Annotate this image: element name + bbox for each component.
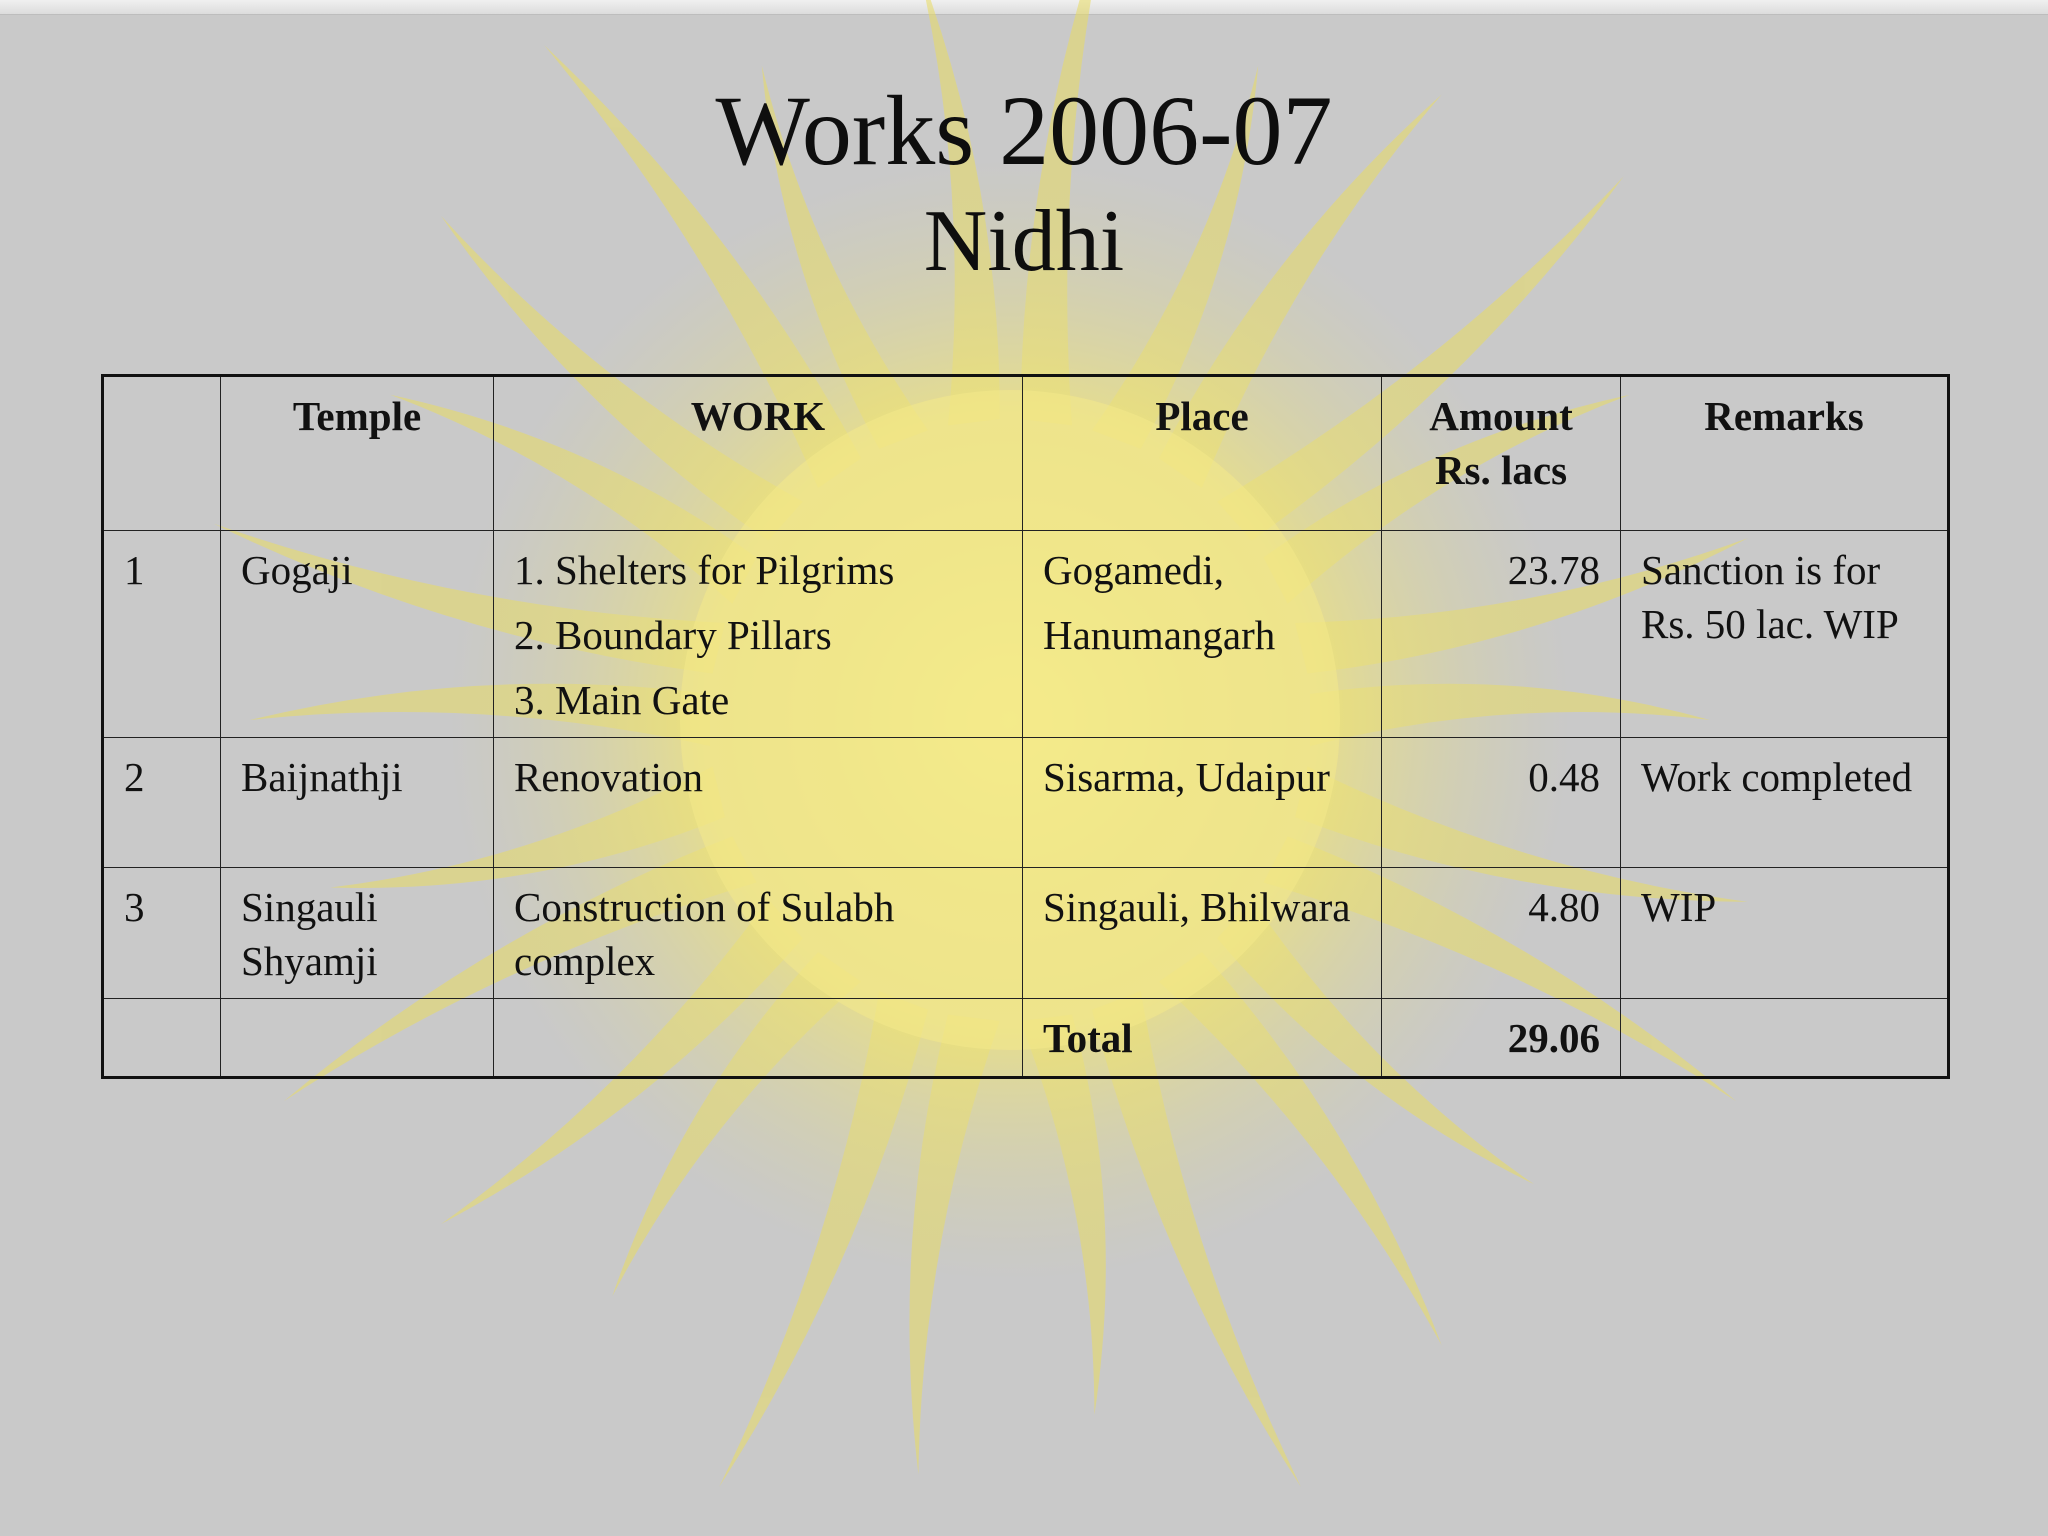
slide-subtitle: Nidhi <box>923 193 1125 290</box>
work-cell <box>494 531 1023 738</box>
temple-cell: Baijnathji <box>221 738 494 868</box>
empty-cell <box>221 999 494 1078</box>
empty-cell <box>103 999 221 1078</box>
header-temple: Temple <box>221 376 494 531</box>
amount-cell: 23.78 <box>1382 531 1621 738</box>
header-amount-line2: Rs. lacs <box>1434 447 1568 493</box>
temple-cell: Gogaji <box>221 531 494 738</box>
place-line: Hanumangarh <box>1043 612 1276 658</box>
work-item: 1. Shelters for Pilgrims <box>514 547 895 593</box>
table-row <box>103 531 1949 738</box>
work-cell: Renovation <box>494 738 1023 868</box>
amount-cell: 4.80 <box>1382 868 1621 999</box>
remarks-cell: Sanction is for Rs. 50 lac. WIP <box>1621 531 1949 738</box>
place-line: Gogamedi, <box>1043 547 1225 593</box>
work-item: 2. Boundary Pillars <box>514 612 832 658</box>
remarks-cell: WIP <box>1621 868 1949 999</box>
amount-cell: 0.48 <box>1382 738 1621 868</box>
header-amount <box>1382 376 1621 531</box>
row-number: 3 <box>103 868 221 999</box>
header-num <box>103 376 221 531</box>
empty-cell <box>1621 999 1949 1078</box>
header-amount-line1: Amount <box>1429 393 1573 439</box>
table-header-row <box>103 376 1949 531</box>
work-cell: Construction of Sulabh complex <box>494 868 1023 999</box>
slide-title: Works 2006-07 <box>715 75 1333 186</box>
header-remarks: Remarks <box>1621 376 1949 531</box>
place-cell <box>1023 531 1382 738</box>
table-row <box>103 868 1949 999</box>
header-work: WORK <box>494 376 1023 531</box>
place-cell: Sisarma, Udaipur <box>1023 738 1382 868</box>
work-item: 3. Main Gate <box>514 677 730 723</box>
total-row <box>103 999 1949 1078</box>
total-label: Total <box>1023 999 1382 1078</box>
row-number: 1 <box>103 531 221 738</box>
remarks-cell: Work completed <box>1621 738 1949 868</box>
header-place: Place <box>1023 376 1382 531</box>
total-amount: 29.06 <box>1382 999 1621 1078</box>
empty-cell <box>494 999 1023 1078</box>
table-row <box>103 738 1949 868</box>
temple-cell: Singauli Shyamji <box>221 868 494 999</box>
place-cell: Singauli, Bhilwara <box>1023 868 1382 999</box>
works-table <box>101 374 1950 1079</box>
row-number: 2 <box>103 738 221 868</box>
